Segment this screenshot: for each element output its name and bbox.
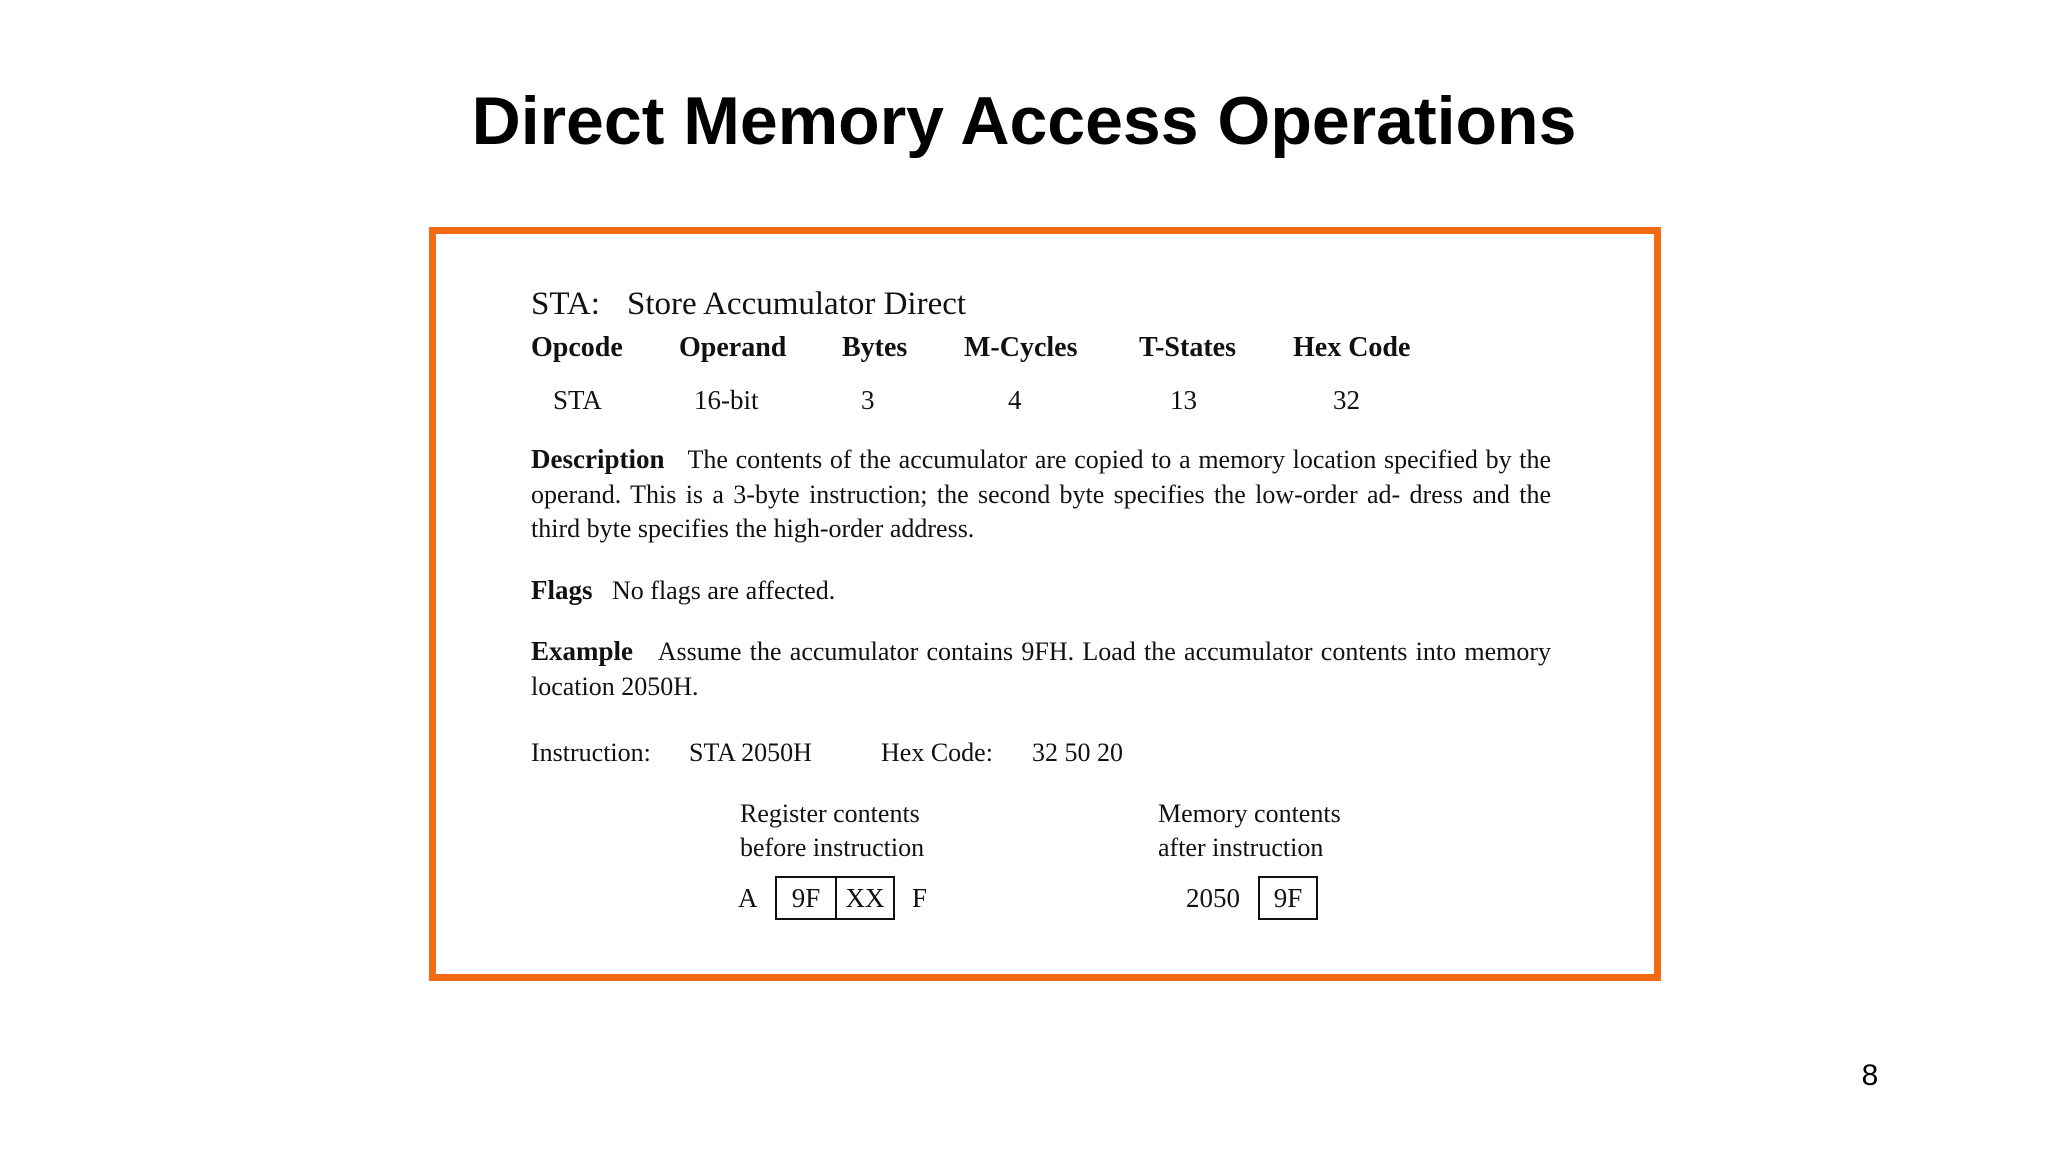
register-f-box: XX	[835, 876, 895, 920]
memory-value-box: 9F	[1258, 876, 1318, 920]
scanned-reference-frame	[429, 227, 1661, 981]
description-paragraph	[531, 442, 1551, 547]
value-t-states: 13	[1170, 385, 1197, 415]
value-m-cycles: 4	[1008, 385, 1022, 415]
example-paragraph	[531, 634, 1551, 704]
instruction-label: Instruction:	[531, 738, 651, 767]
column-header-t-states: T-States	[1139, 332, 1236, 363]
memory-caption-line1: Memory contents	[1158, 799, 1341, 828]
register-a-label: A	[738, 883, 758, 913]
flags-text: No flags are affected.	[612, 576, 836, 605]
value-opcode: STA	[553, 385, 602, 415]
hexcode-value: 32 50 20	[1032, 738, 1123, 767]
description-text: The contents of the accumulator are copied to a memory location specified by the operand. This is a 3-byte instruction; the second byte specifies the low-order ad- dress and the third byte specifies the high-order address.	[531, 445, 1551, 543]
column-header-opcode: Opcode	[531, 332, 623, 363]
instruction-name: Store Accumulator Direct	[627, 286, 967, 322]
slide-title: Direct Memory Access Operations	[471, 83, 1577, 159]
value-operand: 16-bit	[694, 385, 759, 415]
column-header-m-cycles: M-Cycles	[964, 332, 1078, 363]
flags-label: Flags	[531, 575, 593, 605]
value-hex-code: 32	[1333, 385, 1360, 415]
memory-caption-line2: after instruction	[1158, 833, 1324, 862]
instruction-value: STA 2050H	[689, 738, 812, 767]
instruction-mnemonic-label: STA:	[531, 286, 600, 322]
page-number: 8	[1861, 1059, 1879, 1092]
register-f-label: F	[912, 883, 928, 913]
hexcode-label: Hex Code:	[881, 738, 993, 767]
example-text: Assume the accumulator contains 9FH. Load the accumulator contents into memory location 2050H.	[531, 637, 1552, 701]
column-header-bytes: Bytes	[842, 332, 908, 363]
memory-address: 2050	[1186, 883, 1240, 913]
instruction-reference-page	[436, 234, 1654, 974]
register-a-box: 9F	[775, 876, 837, 920]
column-header-operand: Operand	[679, 332, 787, 363]
flags-paragraph	[531, 573, 1551, 609]
register-caption-line2: before instruction	[740, 833, 925, 862]
value-bytes: 3	[861, 385, 875, 415]
description-label: Description	[531, 444, 665, 474]
example-label: Example	[531, 636, 634, 666]
register-caption-line1: Register contents	[740, 799, 920, 828]
column-header-hex-code: Hex Code	[1293, 332, 1411, 363]
